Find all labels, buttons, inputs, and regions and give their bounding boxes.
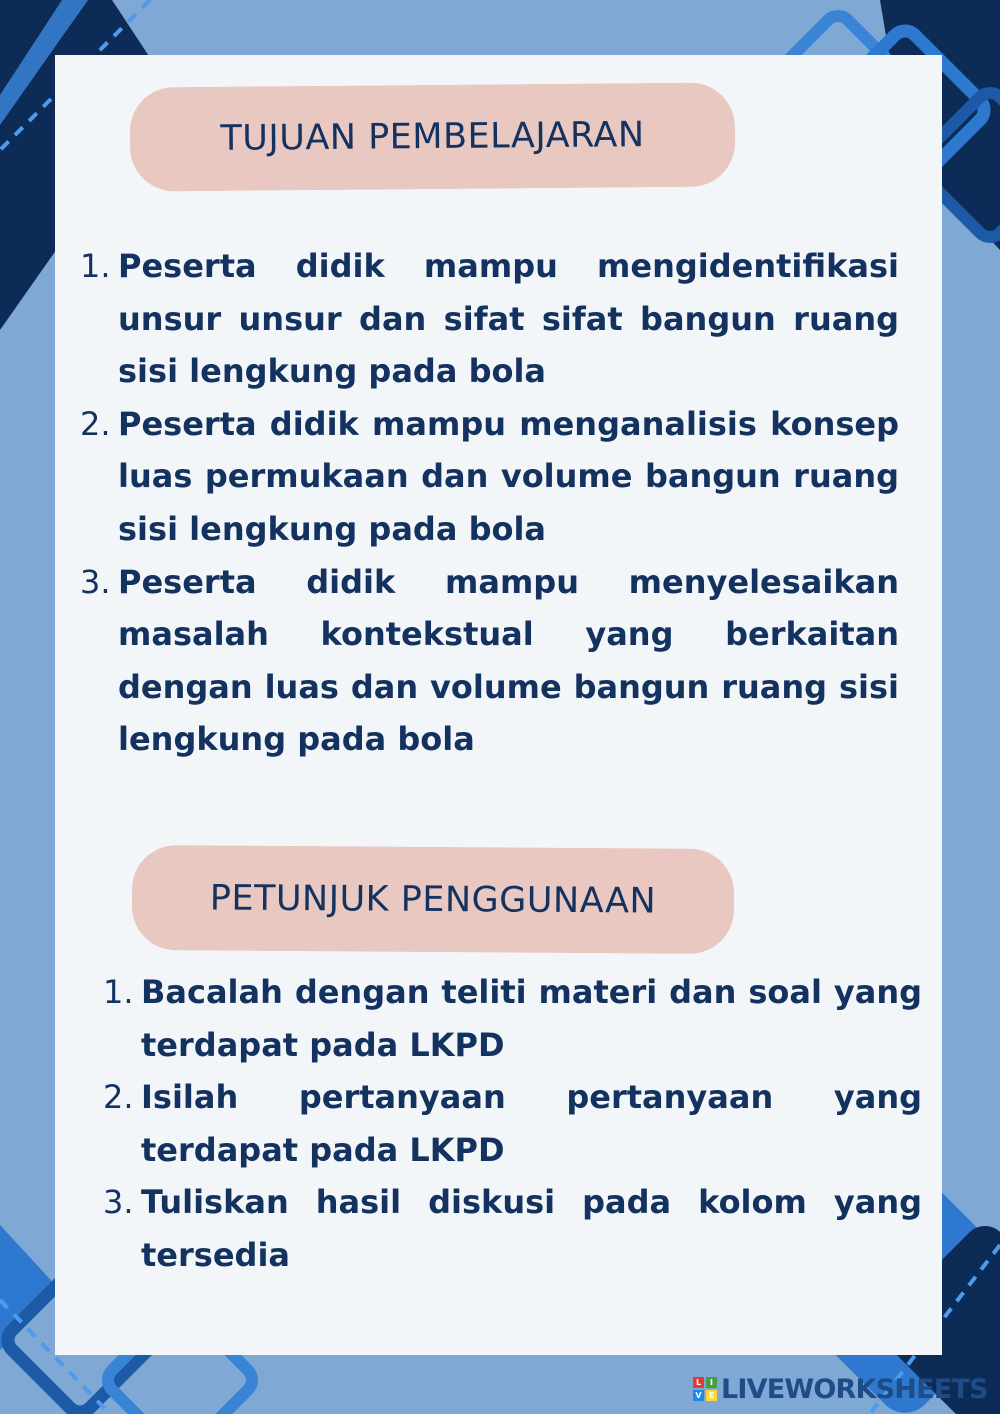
learning-goals-heading: TUJUAN PEMBELAJARAN (220, 115, 645, 159)
list-item-number: 3. (80, 562, 111, 601)
liveworksheets-logo-text: LIVEWORKSHEETS (721, 1373, 988, 1405)
list-item-number: 2. (103, 1078, 134, 1116)
list-item (80, 556, 899, 766)
learning-goals-heading-banner (130, 82, 736, 191)
list-item (80, 398, 899, 556)
list-item (103, 966, 922, 1071)
instructions-list (103, 966, 922, 1281)
list-item-text: Peserta didik mampu menganalisis konsep luas permukaan dan volume bangun ruang sisi lengkung pada bola (118, 404, 899, 548)
learning-goals-list (80, 240, 899, 766)
list-item-text: Tuliskan hasil diskusi pada kolom yang tersedia (141, 1183, 922, 1274)
liveworksheets-watermark[interactable] (693, 1372, 988, 1406)
instructions-heading: PETUNJUK PENGGUNAAN (209, 877, 657, 922)
list-item-number: 2. (80, 404, 111, 443)
list-item-text: Peserta didik mampu menyelesaikan masalah kontekstual yang berkaitan dengan luas dan volume bangun ruang sisi lengkung pada bola (118, 562, 899, 759)
logo-cube-i: I (706, 1377, 717, 1388)
liveworksheets-logo-icon (693, 1377, 717, 1401)
list-item-number: 1. (80, 247, 111, 285)
list-item (103, 1176, 922, 1281)
logo-cube-e: E (706, 1390, 717, 1401)
list-item-number: 3. (103, 1183, 134, 1221)
list-item-text: Isilah pertanyaan pertanyaan yang terdapat pada LKPD (141, 1078, 922, 1169)
logo-cube-l: L (693, 1377, 704, 1388)
logo-cube-v: V (693, 1390, 704, 1401)
list-item (103, 1071, 922, 1176)
list-item-number: 1. (103, 973, 134, 1011)
list-item (80, 240, 899, 398)
list-item-text: Peserta didik mampu mengidentifikasi unsur unsur dan sifat sifat bangun ruang sisi lengkung pada bola (118, 247, 899, 391)
list-item-text: Bacalah dengan teliti materi dan soal yang terdapat pada LKPD (141, 973, 922, 1064)
instructions-heading-banner (132, 845, 735, 954)
